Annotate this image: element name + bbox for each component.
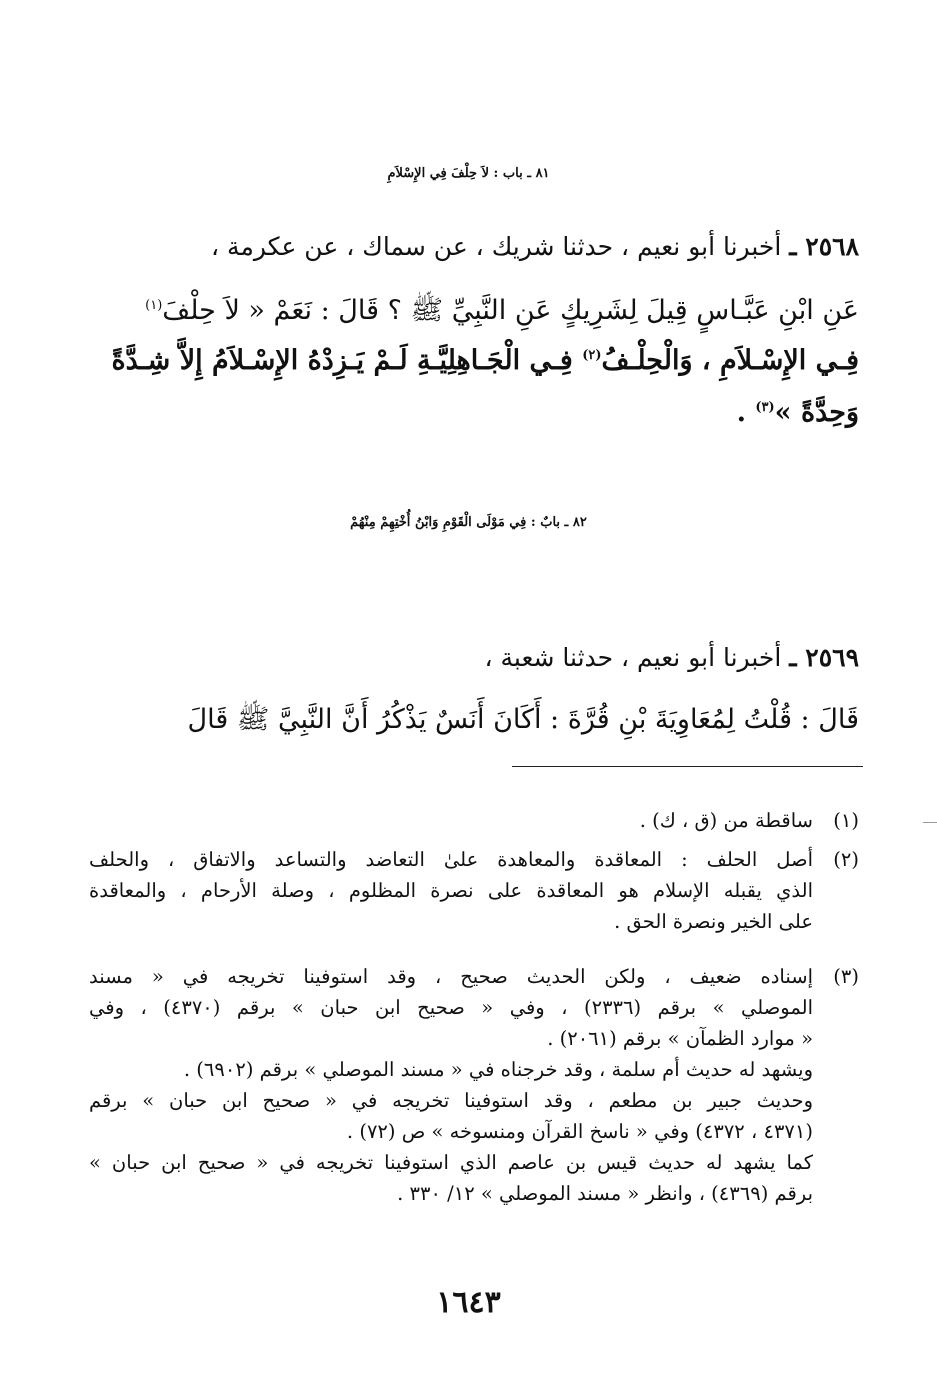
footnote-2-marker: (٢) <box>833 848 859 871</box>
hadith-2568-line1: عَنِ ابْنِ عَبَّـاسٍ قِيلَ لِشَرِيكٍ عَنِ النَّبِيِّ ﷺ ؟ قَالَ : نَعَمْ « لاَ حِلْفَ <box>162 295 859 326</box>
hadith-2568-number: ٢٥٦٨ ـ <box>789 232 859 261</box>
hadith-2569-number: ٢٥٦٩ ـ <box>789 643 859 672</box>
footnote-3-line-7: كما يشهد له حديث قيس بن عاصم الذي استوفينا تخريجه في « صحيح ابن حبان » <box>89 1151 813 1174</box>
footnote-1-marker: (١) <box>833 809 859 832</box>
hadith-2568-text-line-3 <box>76 397 859 428</box>
footnote-3-line-1: إسناده ضعيف ، ولكن الحديث صحيح ، وقد استوفينا تخريجه في « مسند <box>89 965 813 988</box>
hadith-2569-chain: أخبرنا أبو نعيم ، حدثنا شعبة ، <box>484 643 782 672</box>
footnote-3-text <box>89 961 813 1209</box>
footnote-separator <box>512 766 863 767</box>
footnote-1-text <box>89 805 813 836</box>
hadith-2568-line3: وَحِدَّةً » <box>774 397 859 428</box>
footnote-3-line-5: وحديث جبير بن مطعم ، وقد استوفينا تخريجه في « صحيح ابن حبان » برقم <box>89 1089 813 1112</box>
hadith-2568-chain: أخبرنا أبو نعيم ، حدثنا شريك ، عن سماك ، عن عكرمة ، <box>211 232 782 261</box>
footnote-1 <box>89 805 859 836</box>
scan-edge-mark <box>923 822 937 823</box>
hadith-2568-isnad <box>76 232 859 261</box>
hadith-2568-line2a: فِـي الإِسْـلاَمِ ، وَالْحِلْـفُ <box>601 345 859 376</box>
footnote-3-line-6: (٤٣٧١ ، ٤٣٧٢) وفي « ناسخ القرآن ومنسوخه » ص (٧٢) . <box>346 1120 813 1143</box>
hadith-2568-text-line-1 <box>76 293 859 333</box>
footnote-2-text <box>89 844 813 937</box>
footnote-3-line-8: برقم (٤٣٦٩) ، وانظر « مسند الموصلي » ١٢/ ٣٣٠ . <box>397 1182 813 1205</box>
footnote-2-line-3: على الخير ونصرة الحق . <box>614 910 813 933</box>
hadith-2569-isnad <box>76 643 859 672</box>
footnote-2-line-2: الذي يقبله الإسلام هو المعاقدة على نصرة المظلوم ، وصلة الأرحام ، والمعاقدة <box>89 879 813 902</box>
footnote-3-line-3: « موارد الظمآن » برقم (٢٠٦١) . <box>547 1027 813 1050</box>
footnote-ref-1[interactable]: (١) <box>145 298 163 313</box>
footnote-2 <box>89 844 859 937</box>
footnote-1-line-1: ساقطة من (ق ، ك) . <box>639 809 813 832</box>
footnote-ref-3[interactable]: (٣) <box>755 400 775 415</box>
chapter-81-title: ٨١ ـ باب : لاَ حِلْفَ فِي الإِسْلاَمِ <box>387 166 550 181</box>
footnote-3-marker: (٣) <box>833 965 859 988</box>
hadith-2568-line2b: فِـي الْجَـاهِلِيَّـةِ لَـمْ يَـزِدْهُ الإِسْـلاَمُ إِلاَّ شِـدَّةً <box>111 345 573 376</box>
hadith-2569-text-line-1 <box>76 702 859 742</box>
footnote-2-line-1: أصل الحلف : المعاقدة والمعاهدة علىٰ التعاضد والتساعد والاتفاق ، والحلف <box>89 848 813 871</box>
hadith-2568-text-line-2 <box>76 345 859 376</box>
chapter-82-title: ٨٢ ـ بابٌ : فِي مَوْلَى الْقَوْمِ وَابْنُ أُخْتِهِمْ مِنْهُمْ <box>350 515 587 530</box>
footnote-ref-2[interactable]: (٢) <box>582 348 602 363</box>
footnote-3-line-2: الموصلي » برقم (٢٣٣٦) ، وفي « صحيح ابن حبان » برقم (٤٣٧٠) ، وفي <box>89 996 813 1019</box>
hadith-2568-line3-end: . <box>736 397 746 428</box>
page-number: ١٦٤٣ <box>436 1285 501 1320</box>
hadith-2569-line1: قَالَ : قُلْتُ لِمُعَاوِيَةَ بْنِ قُرَّةَ : أَكَانَ أَنَسٌ يَذْكُرُ أَنَّ النَّبِيَّ ﷺ قَالَ <box>187 704 859 735</box>
footnote-3 <box>89 961 859 1251</box>
footnote-3-line-4: ويشهد له حديث أم سلمة ، وقد خرجناه في « مسند الموصلي » برقم (٦٩٠٢) . <box>183 1058 813 1081</box>
